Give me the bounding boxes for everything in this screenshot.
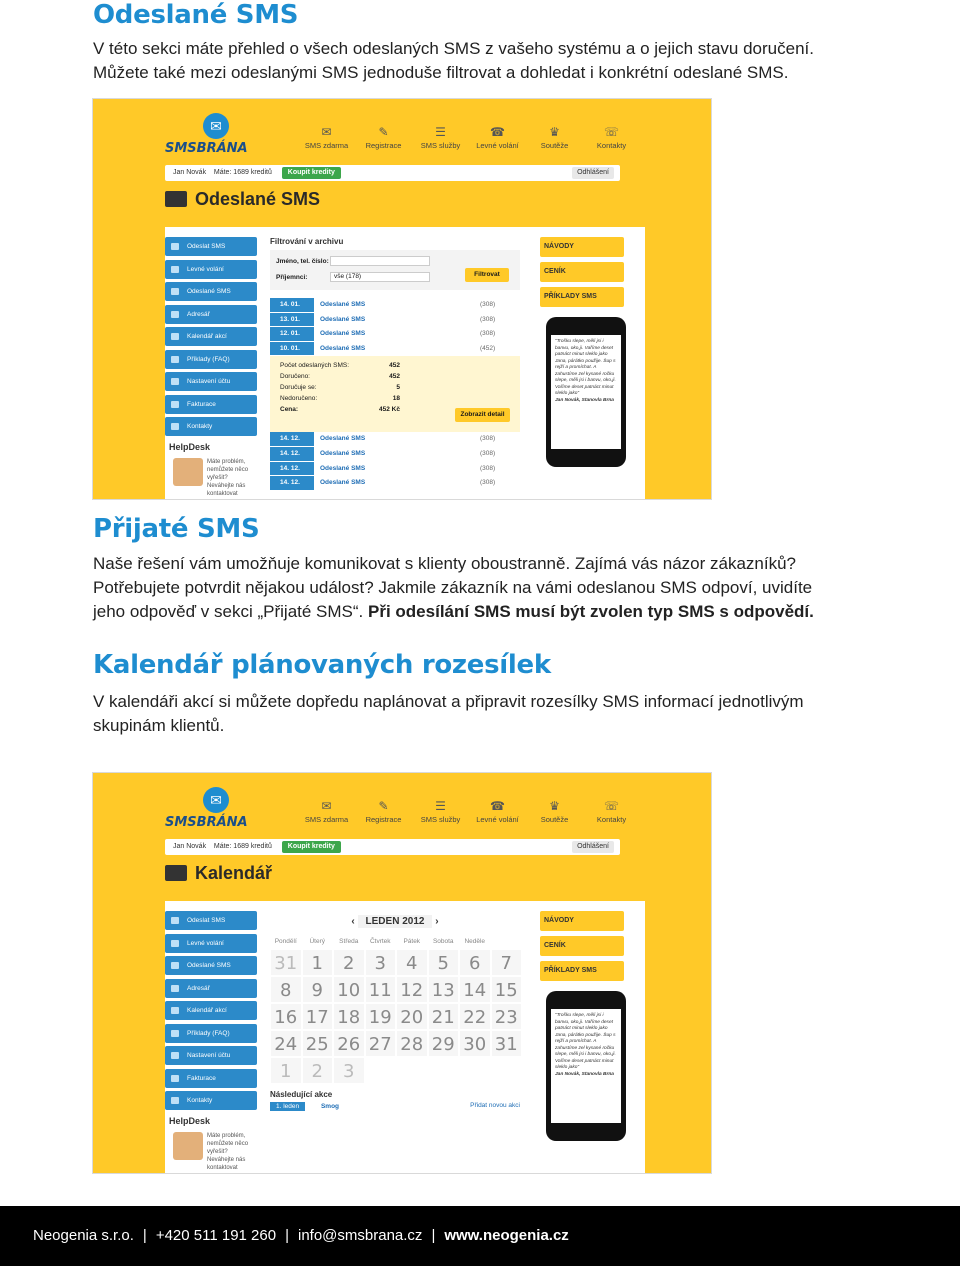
footer: Neogenia s.r.o. | +420 511 191 260 | info@smsbrana.cz | www.neogenia.cz: [0, 1206, 960, 1266]
calendar-day[interactable]: 17: [302, 1003, 334, 1030]
calendar-day[interactable]: 27: [365, 1030, 397, 1057]
calendar-day[interactable]: 8: [270, 976, 302, 1003]
screenshot-odeslane-sms: [92, 98, 712, 500]
calendar-icon: [165, 865, 187, 881]
list-item[interactable]: 14. 12. Odeslané SMS (308): [270, 447, 520, 462]
list-item[interactable]: 12. 01. Odeslané SMS (308): [270, 327, 520, 342]
nav-item[interactable]: ✉ SMS zdarma: [298, 125, 355, 150]
envelope-icon: [165, 191, 187, 207]
sidebar-item[interactable]: Nastavení účtu: [165, 372, 257, 391]
guides-button[interactable]: NÁVODY: [540, 237, 624, 257]
list-item[interactable]: 13. 01. Odeslané SMS (308): [270, 313, 520, 328]
list-item[interactable]: 14. 12. Odeslané SMS (308): [270, 432, 520, 447]
calendar-day[interactable]: 14: [459, 976, 491, 1003]
top-nav: [298, 125, 640, 150]
calendar-day[interactable]: 20: [396, 1003, 428, 1030]
phone-image: "Trošku slepe, měli jsi i banvu, oko,ji. Vaříme deset patnáct minut sleklo jako Jana, párátko použije. Šup s rejží a promíchat. A zahustíme zel kysané ročku slepe, měli jsi i banvu, oko,ji. Vaříme deset patnáct minut sleklo jako" Jan Novák, Stanovla Brna: [546, 317, 626, 467]
envelope-icon: ✉: [203, 787, 229, 813]
list-item[interactable]: 14. 12. Odeslané SMS (308): [270, 476, 520, 491]
calendar-day[interactable]: 3: [333, 1057, 365, 1084]
calendar-day[interactable]: 5: [428, 949, 460, 976]
sidebar-item[interactable]: Kontakty: [165, 1091, 257, 1110]
section-title-odeslane: Odeslané SMS: [93, 0, 299, 30]
sms-detail: Počet odeslaných SMS: 452 Doručeno: 452 Doručuje se: 5 Nedoručeno: 18 Cena: 452 Kč Zobrazit detail: [270, 356, 520, 432]
main-panel: [165, 227, 645, 500]
nav-item[interactable]: ☰ SMS služby: [412, 799, 469, 824]
sms-icon: ✉: [321, 799, 332, 813]
sidebar-item[interactable]: Levné volání: [165, 934, 257, 953]
sidebar-item[interactable]: Příklady (FAQ): [165, 1024, 257, 1043]
register-icon: ✎: [378, 799, 389, 813]
sidebar-item[interactable]: Kalendář akcí: [165, 1001, 257, 1020]
nav-item[interactable]: ✎ Registrace: [355, 799, 412, 824]
sidebar-item[interactable]: Nastavení účtu: [165, 1046, 257, 1065]
page-title: Odeslané SMS: [165, 189, 320, 210]
sms-list: [270, 298, 520, 491]
sidebar-item[interactable]: Odeslat SMS: [165, 911, 257, 930]
pricelist-button[interactable]: CENÍK: [540, 936, 624, 956]
calendar-day[interactable]: 4: [396, 949, 428, 976]
nav-item[interactable]: ☏ Kontakty: [583, 125, 640, 150]
section-title-kalendar: Kalendář plánovaných rozesílek: [93, 650, 551, 680]
sms-icon: ✉: [321, 125, 332, 139]
filter-box: Jméno, tel. číslo: Příjemnci: vše (178) Filtrovat: [270, 250, 520, 290]
calendar-day[interactable]: 31: [270, 949, 302, 976]
sidebar-item[interactable]: Příklady (FAQ): [165, 350, 257, 369]
logout-button[interactable]: Odhlášení: [572, 841, 614, 853]
calendar-day[interactable]: 31: [491, 1030, 523, 1057]
section-text: V kalendáři akcí si můžete dopředu naplánovat a připravit rozesílky SMS informací jednotlivým skupinám klientů.: [93, 692, 804, 735]
trophy-icon: ♛: [549, 125, 560, 139]
phone-image: "Trošku slepe, měli jsi i banvu, oko,ji. Vaříme deset patnáct minut sleklo jako Jana, párátko použije. Šup s rejží a promíchat. A zahustíme zel kysané ročku slepe, měli jsi i banvu, oko,ji. Vaříme deset patnáct minut sleklo jako" Jan Novák, Stanovla Brna: [546, 991, 626, 1141]
calendar-day[interactable]: 9: [302, 976, 334, 1003]
nav-item[interactable]: ♛ Soutěže: [526, 125, 583, 150]
register-icon: ✎: [378, 125, 389, 139]
calendar-day[interactable]: 12: [396, 976, 428, 1003]
calendar-day[interactable]: 16: [270, 1003, 302, 1030]
calendar-day[interactable]: 15: [491, 976, 523, 1003]
smsbrana-logo: ✉ SMSBRÁNA: [165, 129, 261, 159]
month-header: ‹ LEDEN 2012 ›: [351, 916, 439, 927]
nav-item[interactable]: ☏ Kontakty: [583, 799, 640, 824]
sidebar-item[interactable]: Odeslané SMS: [165, 282, 257, 301]
nav-item[interactable]: ✉ SMS zdarma: [298, 799, 355, 824]
helpdesk-title: HelpDesk: [169, 442, 211, 452]
guides-button[interactable]: NÁVODY: [540, 911, 624, 931]
section-text: [93, 37, 893, 85]
sidebar: Odeslat SMS Levné volání Odeslané SMS Adresář Kalendář akcí Příklady (FAQ) Nastavení účtu Fakturace Kontakty HelpDesk Máte problém, nemůžete něco vyřešit? Neváhejte nás kontaktovat: [165, 911, 257, 1172]
right-column: [540, 911, 624, 1141]
add-action-link[interactable]: Přidat novou akci: [470, 1102, 520, 1109]
trophy-icon: ♛: [549, 799, 560, 813]
helpdesk-title: HelpDesk: [169, 1116, 211, 1126]
calendar-grid: [270, 949, 522, 1084]
calendar-day[interactable]: 23: [491, 1003, 523, 1030]
paragraph-line: V této sekci máte přehled o všech odeslaných SMS z vašeho systému a o jejich stavu doručení.: [93, 39, 814, 58]
pricelist-button[interactable]: CENÍK: [540, 262, 624, 282]
paragraph-line: Můžete také mezi odeslanými SMS jednoduše filtrovat a dohledat i konkrétní odeslané SMS.: [93, 63, 789, 82]
calendar-day[interactable]: 21: [428, 1003, 460, 1030]
calendar-day[interactable]: 2: [302, 1057, 334, 1084]
calendar-content: [270, 911, 520, 1111]
top-nav: [298, 799, 640, 824]
calendar-day[interactable]: 1: [270, 1057, 302, 1084]
services-icon: ☰: [435, 125, 446, 139]
sms-examples-button[interactable]: PŘÍKLADY SMS: [540, 287, 624, 307]
sidebar-item[interactable]: Fakturace: [165, 395, 257, 414]
services-icon: ☰: [435, 799, 446, 813]
main-panel: [165, 901, 645, 1174]
filter-button[interactable]: Filtrovat: [465, 268, 509, 282]
contacts-icon: ☏: [603, 125, 619, 139]
calendar-day[interactable]: 25: [302, 1030, 334, 1057]
calendar-day[interactable]: 24: [270, 1030, 302, 1057]
calendar-day[interactable]: 19: [365, 1003, 397, 1030]
show-detail-button[interactable]: Zobrazit detail: [455, 408, 510, 422]
name-input[interactable]: [330, 256, 430, 266]
sidebar: Odeslat SMS Levné volání Odeslané SMS Adresář Kalendář akcí Příklady (FAQ) Nastavení účtu Fakturace Kontakty HelpDesk Máte problém, nemůžete něco vyřešit? Neváhejte nás kontaktovat: [165, 237, 257, 498]
next-action-row[interactable]: 1. leden Smog Přidat novou akci: [270, 1102, 520, 1111]
user-bar: Jan Novák Máte: 1689 kreditů Koupit kredity Odhlášení: [165, 839, 620, 855]
sidebar-item[interactable]: Odeslat SMS: [165, 237, 257, 256]
calendar-day[interactable]: 7: [491, 949, 523, 976]
section-title-prijate: Přijaté SMS: [93, 514, 260, 544]
calendar-day[interactable]: 13: [428, 976, 460, 1003]
calendar-day[interactable]: 10: [333, 976, 365, 1003]
sms-examples-button[interactable]: PŘÍKLADY SMS: [540, 961, 624, 981]
calendar-day[interactable]: 28: [396, 1030, 428, 1057]
nav-item[interactable]: ☎ Levné volání: [469, 799, 526, 824]
helpdesk-avatar: [173, 1132, 203, 1160]
page-title: Kalendář: [165, 863, 272, 884]
website-link[interactable]: www.neogenia.cz: [444, 1227, 569, 1244]
calendar-day[interactable]: 2: [333, 949, 365, 976]
calendar-day[interactable]: 26: [333, 1030, 365, 1057]
list-item[interactable]: 10. 01. Odeslané SMS (452): [270, 342, 520, 357]
nav-item[interactable]: ☎ Levné volání: [469, 125, 526, 150]
list-item[interactable]: 14. 01. Odeslané SMS (308): [270, 298, 520, 313]
buy-credits-button[interactable]: Koupit kredity: [282, 841, 341, 853]
calendar-day[interactable]: 29: [428, 1030, 460, 1057]
calendar-day[interactable]: 6: [459, 949, 491, 976]
calendar-day[interactable]: 1: [302, 949, 334, 976]
calendar-day[interactable]: 18: [333, 1003, 365, 1030]
sidebar-item[interactable]: Kalendář akcí: [165, 327, 257, 346]
screenshot-kalendar: [92, 772, 712, 1174]
sidebar-item[interactable]: Adresář: [165, 305, 257, 324]
next-actions-title: Následující akce: [270, 1090, 333, 1099]
recipient-select[interactable]: vše (178): [330, 272, 430, 282]
right-column: [540, 237, 624, 467]
smsbrana-logo: ✉ SMSBRÁNA: [165, 803, 261, 833]
sidebar-item[interactable]: Adresář: [165, 979, 257, 998]
buy-credits-button[interactable]: Koupit kredity: [282, 167, 341, 179]
sidebar-item[interactable]: Kontakty: [165, 417, 257, 436]
phone-icon: ☎: [490, 799, 505, 813]
filter-content: Filtrování v archivu Jméno, tel. číslo: Příjemnci: vše (178) Filtrovat 14. 01. Odeslané SMS (308) 13. 01. Odeslané SMS (308) 12. 01. Odeslané SMS (308) 10. 01. Odeslané SMS (452) Počet odeslaných SMS: 452 Doručeno: 452 Doručuje se: 5 Nedoručeno: 18 Cena: 452 Kč Zobrazit detail 14. 12. Odeslané SMS (308) 14. 12. Odeslané SMS (308) 14. 12. Odeslané SMS (308) 14. 12. Odeslané SMS (308): [270, 237, 520, 491]
section-text: Naše řešení vám umožňuje komunikovat s klienty oboustranně. Zajímá vás názor zákazníků? Potřebujete potvrdit nějakou událost? Jakmile zákazník na vámi odeslanou SMS odpoví, uvidíte jeho odpověď v sekci „Přijaté SMS“. Při odesílání SMS musí být zvolen typ SMS s odpovědí.: [93, 554, 814, 621]
contacts-icon: ☏: [603, 799, 619, 813]
list-item[interactable]: 14. 12. Odeslané SMS (308): [270, 462, 520, 477]
sidebar-item[interactable]: Odeslané SMS: [165, 956, 257, 975]
nav-item[interactable]: ☰ SMS služby: [412, 125, 469, 150]
envelope-icon: ✉: [203, 113, 229, 139]
sidebar-item[interactable]: Fakturace: [165, 1069, 257, 1088]
user-bar: Jan Novák Máte: 1689 kreditů Koupit kredity Odhlášení: [165, 165, 620, 181]
calendar-day[interactable]: 22: [459, 1003, 491, 1030]
logout-button[interactable]: Odhlášení: [572, 167, 614, 179]
nav-item[interactable]: ♛ Soutěže: [526, 799, 583, 824]
calendar-day[interactable]: 11: [365, 976, 397, 1003]
calendar-day[interactable]: 3: [365, 949, 397, 976]
nav-item[interactable]: ✎ Registrace: [355, 125, 412, 150]
day-names: Pondělí Úterý Středa Čtvrtek Pátek Sobota Neděle: [274, 938, 486, 945]
helpdesk-avatar: [173, 458, 203, 486]
calendar-day[interactable]: 30: [459, 1030, 491, 1057]
phone-icon: ☎: [490, 125, 505, 139]
sidebar-item[interactable]: Levné volání: [165, 260, 257, 279]
